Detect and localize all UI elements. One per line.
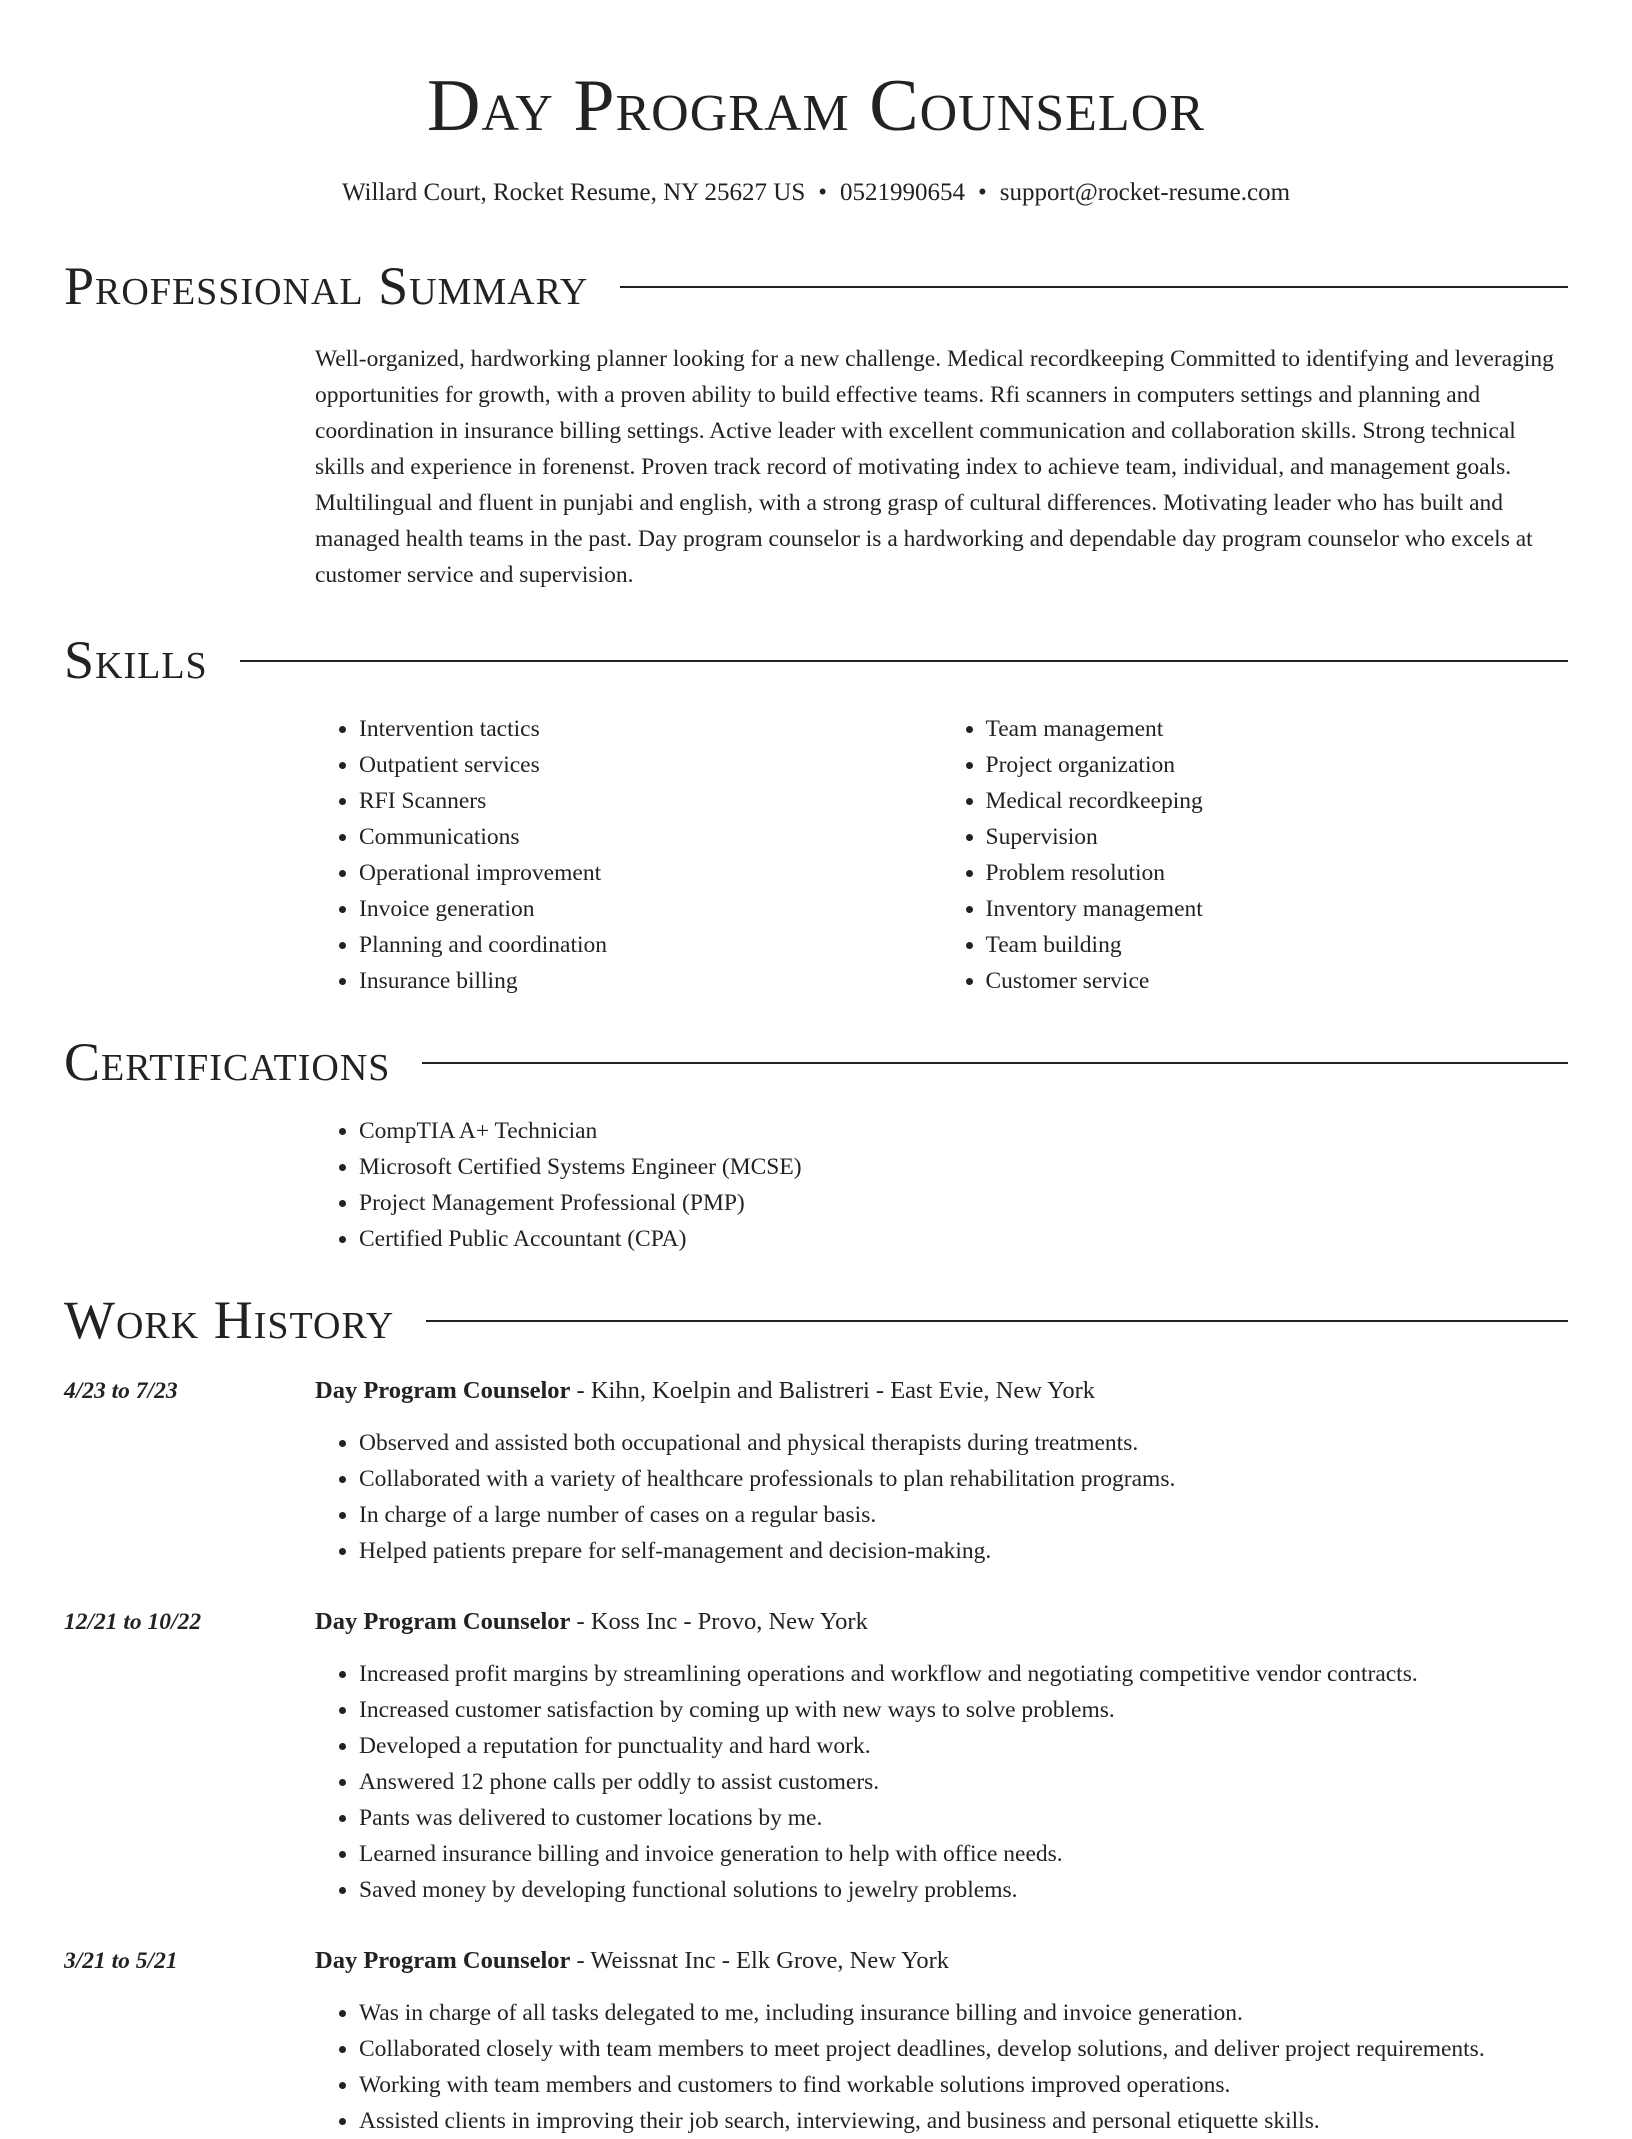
section-divider [620, 286, 1568, 288]
skill-item: • Team management [986, 711, 1569, 747]
skill-item: • Invoice generation [359, 891, 942, 927]
job-dates: 4/23 to 7/23 [64, 1378, 178, 1404]
job-entry [64, 1943, 1568, 2139]
contact-line [0, 179, 1632, 207]
certifications-list [315, 1113, 1568, 1257]
job-title: Day Program Counselor [315, 1947, 571, 1974]
job-dates: 12/21 to 10/22 [64, 1609, 202, 1635]
job-entry [64, 1373, 1568, 1569]
skill-item: • Problem resolution [986, 855, 1569, 891]
job-heading [315, 1604, 1568, 1640]
job-bullet: • Learned insurance billing and invoice generation to help with office needs. [359, 1836, 1568, 1872]
job-employer-location: - Kihn, Koelpin and Balistreri - East Evie, New York [570, 1377, 1096, 1404]
job-entry [64, 1604, 1568, 1908]
section-header [64, 1287, 1568, 1353]
job-bullet: • Collaborated closely with team members to meet project deadlines, develop solutions, and deliver project requirements. [359, 2031, 1568, 2067]
job-heading [315, 1373, 1568, 1409]
skill-item: • Insurance billing [359, 963, 942, 999]
job-dates: 3/21 to 5/21 [64, 1948, 178, 1974]
skill-item: • Planning and coordination [359, 927, 942, 963]
skill-item: • Medical recordkeeping [986, 783, 1569, 819]
job-title: Day Program Counselor [315, 1377, 571, 1404]
skill-item: • Operational improvement [359, 855, 942, 891]
skill-item: • Intervention tactics [359, 711, 942, 747]
skills-columns [315, 711, 1568, 999]
job-main [315, 1943, 1568, 2139]
section-header [64, 627, 1568, 693]
skill-item: • RFI Scanners [359, 783, 942, 819]
job-bullet: • Assisted clients in improving their job search, interviewing, and business and personal etiquette skills. [359, 2103, 1568, 2139]
address: Willard Court, Rocket Resume, NY 25627 US [341, 179, 806, 206]
job-employer-location: - Weissnat Inc - Elk Grove, New York [570, 1947, 950, 1974]
certification-item: • Project Management Professional (PMP) [359, 1185, 1568, 1221]
job-bullet: • Developed a reputation for punctuality and hard work. [359, 1728, 1568, 1764]
summary-text: Well-organized, hardworking planner looking for a new challenge. Medical recordkeeping Committed to identifying and leveraging opportunities for growth, with a proven ability to build effective teams. Rfi scanners in computers settings and planning and coordination in insurance billing settings. Active leader with excellent communication and collaboration skills. Strong technical skills and experience in forenenst. Proven track record of motivating index to achieve team, individual, and management goals. Multilingual and fluent in punjabi and english, with a strong grasp of cultural differences. Motivating leader who has built and managed health teams in the past. Day program counselor is a hardworking and dependable day program counselor who excels at customer service and supervision. [315, 346, 1554, 588]
email: support@rocket-resume.com [999, 179, 1291, 206]
section-divider [422, 1062, 1568, 1064]
skills-list-left [315, 711, 942, 999]
job-bullet: • In charge of a large number of cases on a regular basis. [359, 1497, 1568, 1533]
skill-item: • Team building [986, 927, 1569, 963]
job-heading [315, 1943, 1568, 1979]
job-bullet: • Increased profit margins by streamlining operations and workflow and negotiating competitive vendor contracts. [359, 1656, 1568, 1692]
job-bullet: • Pants was delivered to customer locations by me. [359, 1800, 1568, 1836]
skill-item: • Outpatient services [359, 747, 942, 783]
skill-item: • Supervision [986, 819, 1569, 855]
certification-item: • Certified Public Accountant (CPA) [359, 1221, 1568, 1257]
skill-item: • Project organization [986, 747, 1569, 783]
phone: 0521990654 [840, 179, 965, 206]
job-employer-location: - Koss Inc - Provo, New York [570, 1608, 868, 1635]
section-title: Skills [64, 630, 208, 690]
section-title: Certifications [64, 1032, 391, 1092]
skills-list-right [942, 711, 1569, 999]
job-bullet: • Observed and assisted both occupational and physical therapists during treatments. [359, 1425, 1568, 1461]
section-divider [426, 1320, 1568, 1322]
job-bullet: • Working with team members and customers to find workable solutions improved operations. [359, 2067, 1568, 2103]
skill-item: • Inventory management [986, 891, 1569, 927]
candidate-name: Day Program Counselor [427, 65, 1205, 147]
job-title: Day Program Counselor [315, 1608, 571, 1635]
certification-item: • Microsoft Certified Systems Engineer (MCSE) [359, 1149, 1568, 1185]
job-bullets [315, 1995, 1568, 2139]
professional-summary-section [64, 253, 1568, 593]
skill-item: • Customer service [986, 963, 1569, 999]
job-bullet: • Answered 12 phone calls per oddly to assist customers. [359, 1764, 1568, 1800]
section-header [64, 253, 1568, 319]
section-title: Work History [64, 1290, 395, 1350]
job-bullet: • Was in charge of all tasks delegated to me, including insurance billing and invoice generation. [359, 1995, 1568, 2031]
separator: • [818, 179, 827, 206]
job-main [315, 1604, 1568, 1908]
job-main [315, 1373, 1568, 1569]
job-bullets [315, 1656, 1568, 1908]
section-header [64, 1029, 1568, 1095]
job-bullet: • Helped patients prepare for self-management and decision-making. [359, 1533, 1568, 1569]
section-divider [240, 660, 1568, 662]
certification-item: • CompTIA A+ Technician [359, 1113, 1568, 1149]
job-bullet: • Saved money by developing functional solutions to jewelry problems. [359, 1872, 1568, 1908]
work-history-section [64, 1287, 1568, 2139]
skills-section [64, 627, 1568, 999]
skill-item: • Communications [359, 819, 942, 855]
job-bullet: • Collaborated with a variety of healthcare professionals to plan rehabilitation programs. [359, 1461, 1568, 1497]
certifications-section [64, 1029, 1568, 1257]
separator: • [978, 179, 987, 206]
certifications-body [315, 1113, 1568, 1257]
section-title: Professional Summary [64, 256, 589, 316]
job-bullets [315, 1425, 1568, 1569]
job-bullet: • Increased customer satisfaction by coming up with new ways to solve problems. [359, 1692, 1568, 1728]
